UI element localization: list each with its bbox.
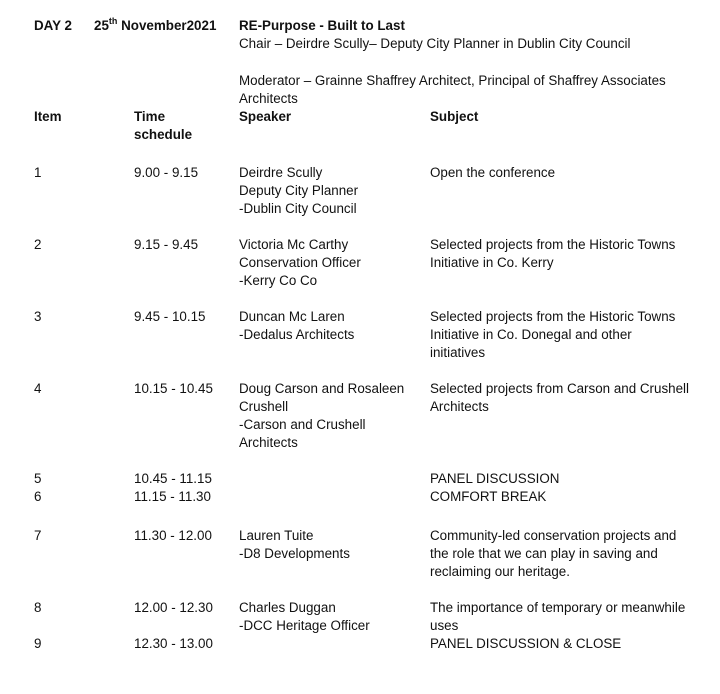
subject-line: PANEL DISCUSSION & CLOSE [430, 636, 622, 651]
speaker-line: Deirdre Scully [239, 165, 323, 180]
column-header-subject: Subject [430, 109, 479, 124]
speaker-line: -Kerry Co Co [239, 273, 318, 288]
column-header-time: Time schedule [134, 109, 193, 142]
speaker [239, 308, 419, 344]
speaker-line: Victoria Mc Carthy [239, 237, 349, 252]
speaker-line: Crushell [239, 399, 289, 414]
subject-line: Selected projects from the Historic Towns [430, 237, 676, 252]
item-number: 1 [34, 165, 42, 180]
subject-line: Initiative in Co. Donegal and other [430, 327, 632, 342]
date-suffix: th [108, 15, 118, 26]
subject-line: Selected projects from the Historic Towns [430, 309, 676, 324]
speaker-line: Duncan Mc Laren [239, 309, 345, 324]
time-slot: 11.15 - 11.30 [134, 489, 211, 504]
time-slot: 10.45 - 11.15 [134, 471, 212, 486]
moderator-line: Moderator – Grainne Shaffrey Architect, Principal of Shaffrey Associates Architects [239, 73, 666, 106]
subject [430, 380, 700, 416]
subject-line: reclaiming our heritage. [430, 564, 570, 579]
date-month-year: November2021 [117, 18, 217, 33]
speaker-line: Doug Carson and Rosaleen [239, 381, 405, 396]
speaker-line: Deputy City Planner [239, 183, 359, 198]
time-slot: 9.45 - 10.15 [134, 309, 206, 324]
session-title: RE-Purpose - Built to Last [239, 18, 405, 33]
item-number: 4 [34, 381, 42, 396]
subject-line: Architects [430, 399, 489, 414]
time-slot: 12.30 - 13.00 [134, 636, 213, 651]
time-slot: 9.00 - 9.15 [134, 165, 199, 180]
speaker-line: -Carson and Crushell [239, 417, 366, 432]
time-slot: 11.30 - 12.00 [134, 528, 212, 543]
speaker [239, 599, 419, 635]
event-date [94, 17, 216, 35]
speaker [239, 527, 419, 563]
speaker-line: -Dublin City Council [239, 201, 357, 216]
subject [430, 488, 700, 506]
subject-line: Selected projects from Carson and Crushell [430, 381, 690, 396]
speaker [239, 380, 419, 452]
subject [430, 236, 700, 272]
speaker-line: -Dedalus Architects [239, 327, 355, 342]
item-number: 7 [34, 528, 42, 543]
time-slot: 12.00 - 12.30 [134, 600, 213, 615]
subject [430, 599, 700, 635]
speaker-line: -DCC Heritage Officer [239, 618, 370, 633]
item-number: 9 [34, 636, 42, 651]
speaker-line: Conservation Officer [239, 255, 361, 270]
subject-line: PANEL DISCUSSION [430, 471, 560, 486]
item-number: 2 [34, 237, 42, 252]
item-number: 5 [34, 471, 42, 486]
item-number: 6 [34, 489, 42, 504]
item-number: 8 [34, 600, 42, 615]
column-header-speaker: Speaker [239, 109, 292, 124]
column-header-item: Item [34, 109, 62, 124]
speaker-line: Charles Duggan [239, 600, 336, 615]
speaker-line: Architects [239, 435, 298, 450]
speaker-line: -D8 Developments [239, 546, 350, 561]
subject-line: initiatives [430, 345, 486, 360]
subject-line: The importance of temporary or meanwhile [430, 600, 686, 615]
subject-line: the role that we can play in saving and [430, 546, 658, 561]
chair-line: Chair – Deirdre Scully– Deputy City Planner in Dublin City Council [239, 36, 631, 51]
time-slot: 10.15 - 10.45 [134, 381, 213, 396]
subject [430, 635, 700, 653]
subject-line: COMFORT BREAK [430, 489, 547, 504]
subject [430, 164, 700, 182]
subject-line: Initiative in Co. Kerry [430, 255, 554, 270]
time-slot: 9.15 - 9.45 [134, 237, 199, 252]
subject-line: uses [430, 618, 459, 633]
speaker [239, 164, 419, 218]
subject [430, 308, 700, 362]
speaker-line: Lauren Tuite [239, 528, 314, 543]
date-day: 25 [94, 18, 109, 33]
subject [430, 470, 700, 488]
subject [430, 527, 700, 581]
subject-line: Community-led conservation projects and [430, 528, 677, 543]
item-number: 3 [34, 309, 42, 324]
speaker [239, 236, 419, 290]
subject-line: Open the conference [430, 165, 556, 180]
day-label: DAY 2 [34, 18, 72, 33]
